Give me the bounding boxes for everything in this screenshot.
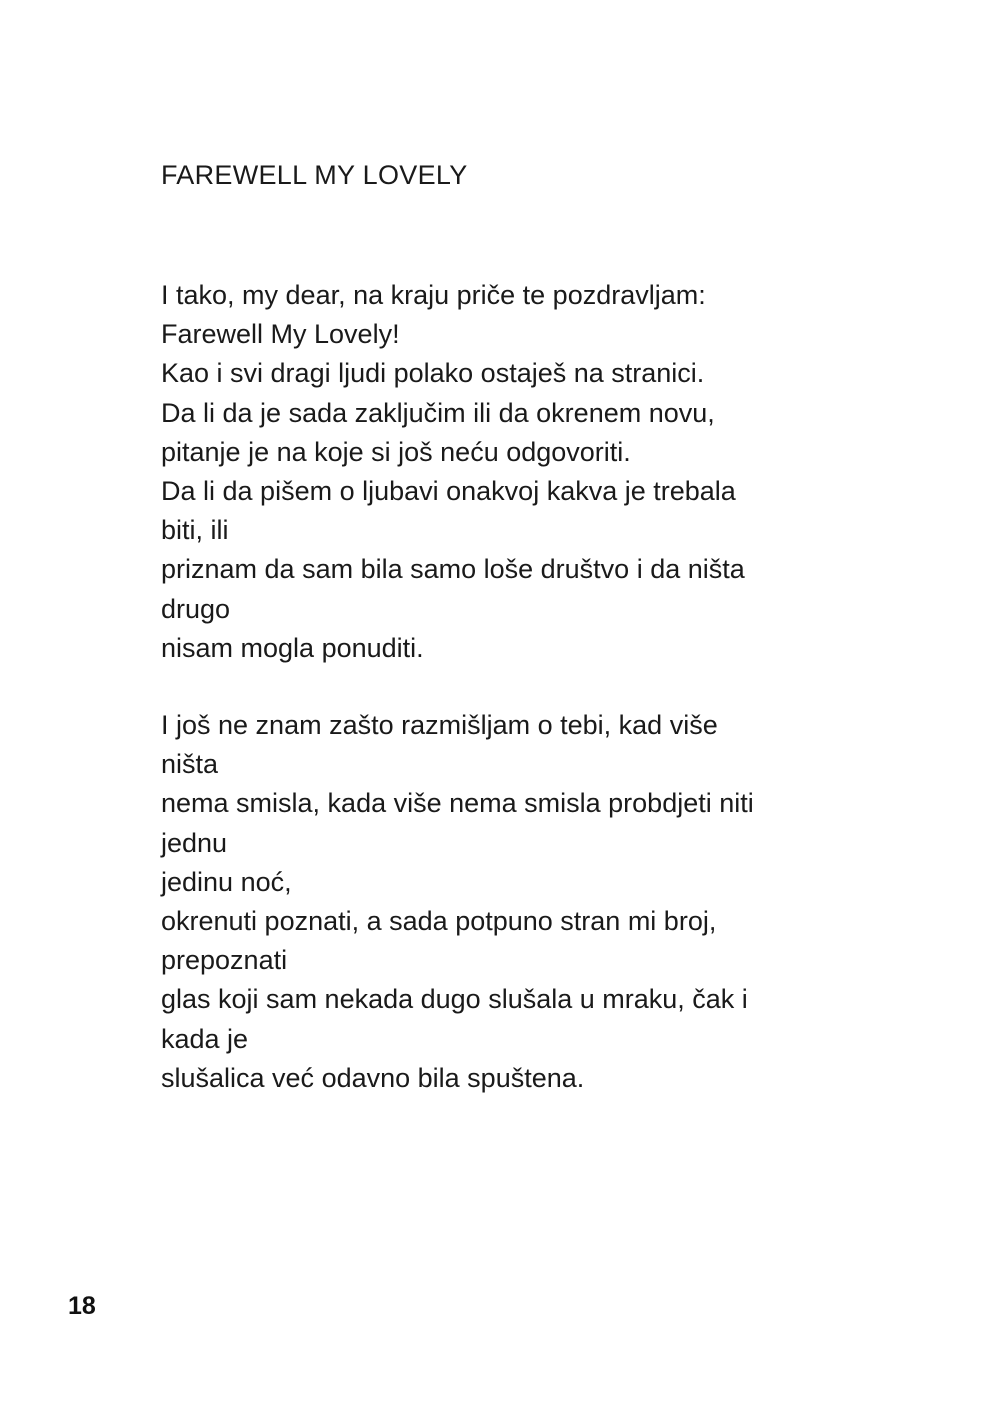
poem-title: FAREWELL MY LOVELY bbox=[161, 160, 468, 190]
poem-line: Kao i svi dragi ljudi polako ostaješ na stranici. bbox=[161, 358, 705, 389]
poem-line: prepoznati bbox=[161, 945, 288, 976]
poem-line: pitanje je na koje si još neću odgovoriti. bbox=[161, 436, 631, 467]
poem-line: ništa bbox=[161, 749, 219, 780]
poem-line: biti, ili bbox=[161, 515, 229, 546]
poem-line: nisam mogla ponuditi. bbox=[161, 632, 424, 663]
poem-line: glas koji sam nekada dugo slušala u mraku, čak i bbox=[161, 984, 748, 1015]
poem-line: drugo bbox=[161, 593, 231, 624]
poem-line: slušalica već odavno bila spuštena. bbox=[161, 1062, 585, 1093]
stanza-2 bbox=[161, 706, 841, 1098]
poem-line: okrenuti poznati, a sada potpuno stran mi broj, bbox=[161, 906, 717, 937]
poem-line: jedinu noć, bbox=[161, 866, 292, 897]
page-number: 18 bbox=[68, 1292, 96, 1320]
poem-line: Farewell My Lovely! bbox=[161, 319, 400, 350]
poem-line: nema smisla, kada više nema smisla probdjeti niti bbox=[161, 788, 754, 819]
poem-line: Da li da je sada zaključim ili da okrenem novu, bbox=[161, 397, 715, 428]
poem-line: priznam da sam bila samo loše društvo i da ništa bbox=[161, 554, 745, 585]
stanza-1 bbox=[161, 276, 841, 668]
poem-line: kada je bbox=[161, 1023, 249, 1054]
poem-line: Da li da pišem o ljubavi onakvoj kakva je trebala bbox=[161, 476, 736, 507]
poem-line: I još ne znam zašto razmišljam o tebi, kad više bbox=[161, 710, 718, 740]
poem-line: jednu bbox=[161, 827, 228, 858]
poem-line: I tako, my dear, na kraju priče te pozdravljam: bbox=[161, 280, 706, 310]
